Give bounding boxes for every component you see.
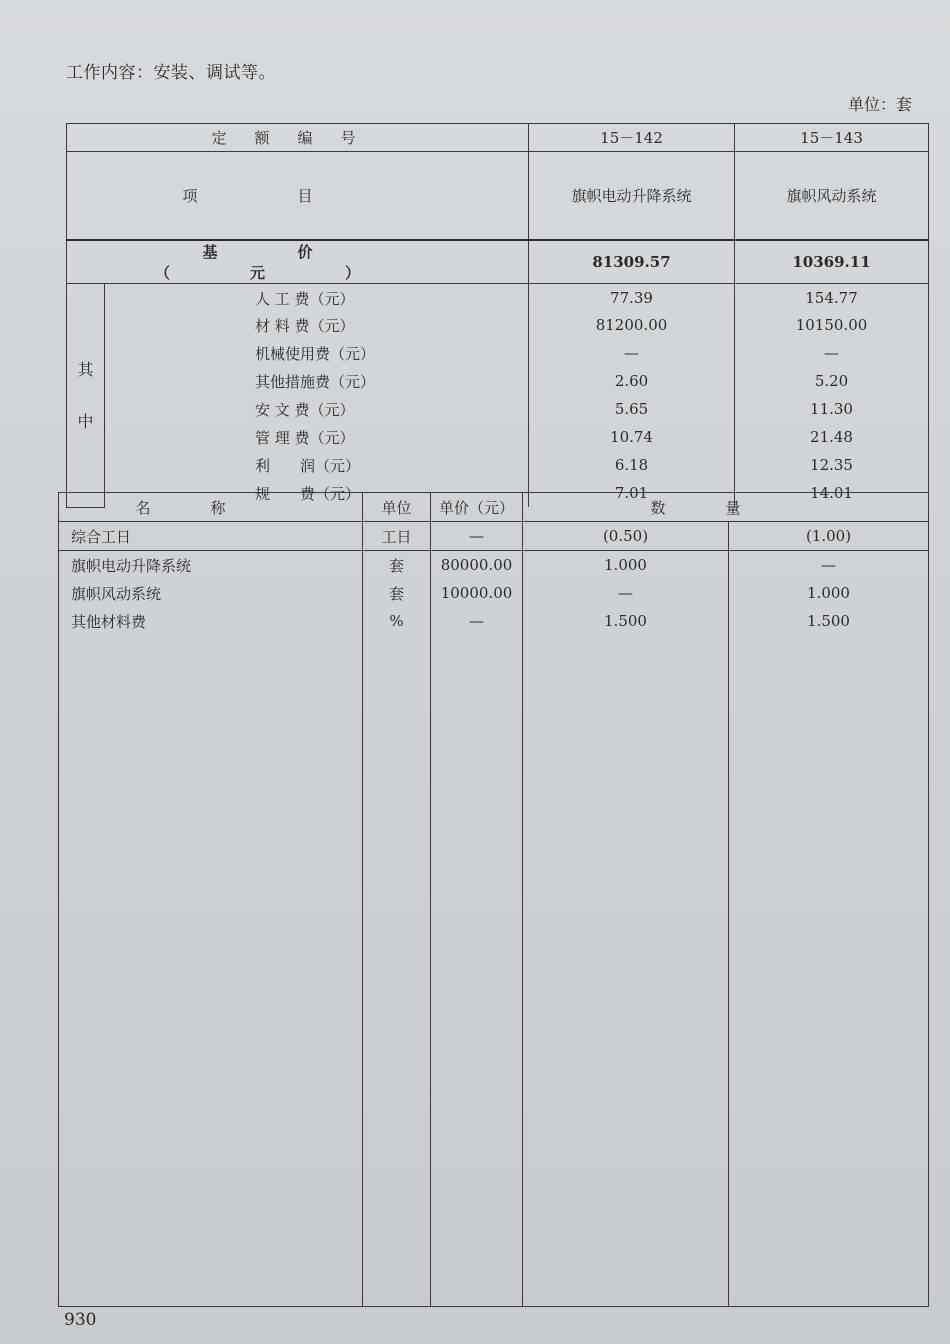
breakdown-label-material: 材 料 费（元） xyxy=(105,311,529,339)
quota-code-142: 15－142 xyxy=(529,124,735,152)
breakdown-row xyxy=(67,367,929,395)
table-filler-row xyxy=(59,635,929,1307)
breakdown-value: 10150.00 xyxy=(735,311,929,339)
breakdown-row xyxy=(67,423,929,451)
breakdown-value: 5.65 xyxy=(529,395,735,423)
materials-header-row xyxy=(59,493,929,522)
material-name: 其他材料费 xyxy=(59,607,363,635)
breakdown-label: 其 中 xyxy=(67,283,105,507)
material-qty-143: 1.500 xyxy=(729,607,929,635)
header-unit-price: 单价（元） xyxy=(431,493,523,522)
work-content-text: 工作内容：安装、调试等。 xyxy=(66,63,276,83)
item-name-142: 旗帜电动升降系统 xyxy=(529,152,735,240)
filler-cell xyxy=(363,635,431,1307)
material-unit-price: 80000.00 xyxy=(431,551,523,580)
filler-cell xyxy=(523,635,729,1307)
breakdown-value: 10.74 xyxy=(529,423,735,451)
code-label: 定额编号 xyxy=(67,124,529,152)
quota-code-143: 15－143 xyxy=(735,124,929,152)
material-qty-142: 1.000 xyxy=(523,551,729,580)
breakdown-row xyxy=(67,311,929,339)
item-name-143: 旗帜风动系统 xyxy=(735,152,929,240)
material-unit: 套 xyxy=(363,551,431,580)
breakdown-value: 81200.00 xyxy=(529,311,735,339)
material-qty-143: — xyxy=(729,551,929,580)
material-qty-143: (1.00) xyxy=(729,522,929,551)
page-number: 930 xyxy=(64,1310,97,1330)
breakdown-row xyxy=(67,283,929,311)
material-unit: 套 xyxy=(363,579,431,607)
breakdown-value: 6.18 xyxy=(529,451,735,479)
breakdown-value: 2.60 xyxy=(529,367,735,395)
breakdown-value: 7.01 xyxy=(529,479,735,507)
breakdown-value: 21.48 xyxy=(735,423,929,451)
material-unit: % xyxy=(363,607,431,635)
base-price-143: 10369.11 xyxy=(735,240,929,284)
breakdown-label-other-measures: 其他措施费（元） xyxy=(105,367,529,395)
breakdown-label-machine: 机械使用费（元） xyxy=(105,339,529,367)
breakdown-value: 154.77 xyxy=(735,283,929,311)
breakdown-value: 77.39 xyxy=(529,283,735,311)
filler-cell xyxy=(431,635,523,1307)
header-name: 名称 xyxy=(59,493,363,522)
quota-table xyxy=(66,123,929,508)
material-name: 综合工日 xyxy=(59,522,363,551)
base-price-row xyxy=(67,240,929,284)
material-qty-143: 1.000 xyxy=(729,579,929,607)
quota-item-row xyxy=(67,152,929,240)
table-row xyxy=(59,522,929,551)
material-unit: 工日 xyxy=(363,522,431,551)
item-label: 项目 xyxy=(67,152,529,240)
header-unit: 单位 xyxy=(363,493,431,522)
table-row xyxy=(59,579,929,607)
base-price-label: 基价（元） xyxy=(67,240,529,284)
unit-label: 单位：套 xyxy=(847,95,912,114)
breakdown-row xyxy=(67,395,929,423)
breakdown-label-management: 管 理 费（元） xyxy=(105,423,529,451)
breakdown-value: — xyxy=(735,339,929,367)
breakdown-row xyxy=(67,339,929,367)
breakdown-value: 14.01 xyxy=(735,479,929,507)
table-row xyxy=(59,551,929,580)
material-unit-price: 10000.00 xyxy=(431,579,523,607)
material-qty-142: 1.500 xyxy=(523,607,729,635)
breakdown-value: 5.20 xyxy=(735,367,929,395)
breakdown-label-fees: 规 费（元） xyxy=(105,479,529,507)
material-name: 旗帜电动升降系统 xyxy=(59,551,363,580)
breakdown-row xyxy=(67,451,929,479)
breakdown-label-profit: 利 润（元） xyxy=(105,451,529,479)
materials-table xyxy=(58,492,929,1307)
material-unit-price: — xyxy=(431,607,523,635)
base-price-142: 81309.57 xyxy=(529,240,735,284)
breakdown-value: 12.35 xyxy=(735,451,929,479)
breakdown-label-safety: 安 文 费（元） xyxy=(105,395,529,423)
filler-cell xyxy=(59,635,363,1307)
breakdown-value: 11.30 xyxy=(735,395,929,423)
material-unit-price: — xyxy=(431,522,523,551)
header-quantity: 数量 xyxy=(523,493,929,522)
table-row xyxy=(59,607,929,635)
quota-code-row xyxy=(67,124,929,152)
material-qty-142: — xyxy=(523,579,729,607)
material-name: 旗帜风动系统 xyxy=(59,579,363,607)
breakdown-label-labor: 人 工 费（元） xyxy=(105,283,529,311)
breakdown-value: — xyxy=(529,339,735,367)
material-qty-142: (0.50) xyxy=(523,522,729,551)
filler-cell xyxy=(729,635,929,1307)
